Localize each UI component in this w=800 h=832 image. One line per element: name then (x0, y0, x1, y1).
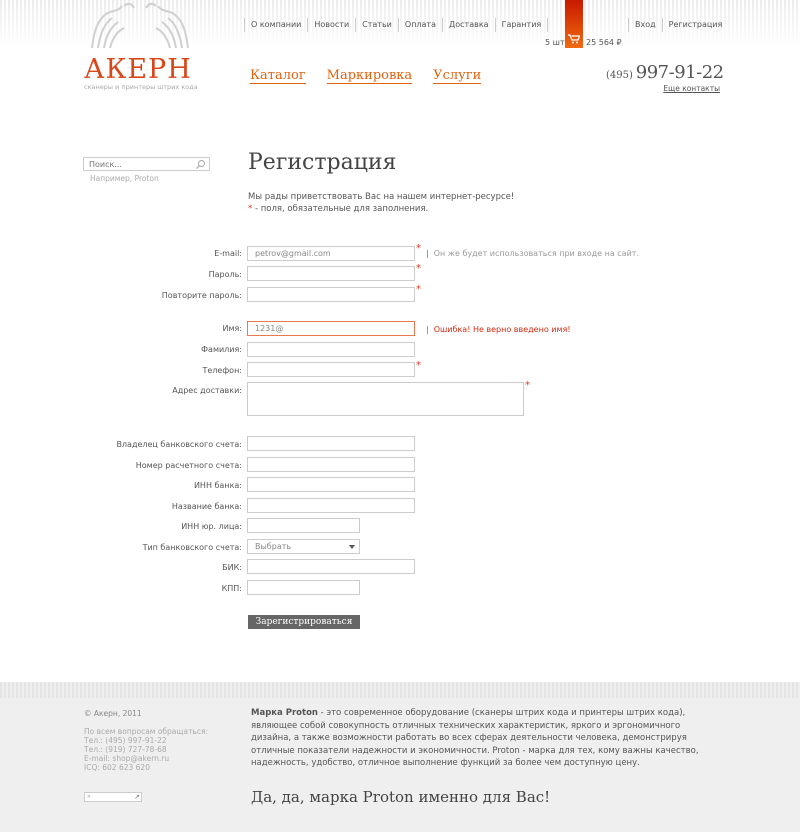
bik-input[interactable] (247, 559, 415, 574)
bank-name-label: Название банка: (171, 502, 242, 511)
cart-button[interactable] (565, 0, 583, 48)
bank-inn-label: ИНН банка: (193, 481, 242, 490)
zebra-logo-image (84, 0, 196, 48)
header-phone (606, 62, 724, 83)
address-required-mark: * (525, 380, 530, 391)
contacts-icq: ICQ: 602 623 620 (84, 763, 150, 772)
footer-description-text: - это современное оборудование (сканеры штрих кода и принтеры штрих кода), являющее собой совокупность отличных технических характеристик, яркого и эргономичного дизайна, а также возможности работать во всех сферах деятельности человека, демонстрируя отличные показатели надежности и экономичности. Proton - марка для тех, кому важны качество, надежность, удобство, отличное выполнение функций за более чем доступную цену. (251, 708, 699, 768)
email-required-mark: * (416, 243, 421, 254)
password-input[interactable] (247, 266, 415, 281)
search-icon[interactable] (195, 159, 206, 170)
footer-select-value: » (87, 793, 91, 800)
required-note: * - поля, обязательные для заполнения. (248, 204, 429, 214)
password-required-mark: * (416, 263, 421, 274)
legal-inn-input[interactable] (247, 518, 360, 533)
account-type-value: Выбрать (255, 542, 292, 551)
phone-code: (495) (606, 70, 633, 81)
arrow-icon: ↗ (134, 793, 140, 801)
main-navigation (250, 68, 481, 84)
footer-description (251, 707, 721, 770)
phone-label: Телефон: (202, 366, 242, 375)
cart-count: 5 шт (545, 38, 565, 47)
register-link[interactable]: Регистрация (662, 18, 729, 32)
account-number-input[interactable] (247, 457, 415, 472)
nav-articles[interactable]: Статьи (355, 18, 398, 32)
search-input[interactable] (84, 158, 192, 170)
contacts-phone-2: Тел.: (919) 727-78-68 (84, 745, 167, 754)
address-label: Адрес доставки: (172, 386, 242, 395)
logo-tagline: сканеры и принтеры штрих кода (84, 83, 198, 91)
footer-stripes (0, 682, 800, 698)
footer-copyright: © Акерн, 2011 (84, 709, 142, 718)
chevron-down-icon (349, 545, 355, 549)
nav-catalog[interactable]: Каталог (250, 68, 306, 83)
email-input[interactable] (247, 246, 415, 261)
page-title: Регистрация (248, 150, 397, 175)
legal-inn-label: ИНН юр. лица: (181, 522, 242, 531)
nav-delivery[interactable]: Доставка (442, 18, 495, 32)
password-repeat-required-mark: * (416, 284, 421, 295)
footer-slogan: Да, да, марка Proton именно для Вас! (251, 788, 551, 806)
top-navigation (244, 18, 548, 32)
nav-marking[interactable]: Маркировка (326, 68, 413, 83)
nav-news[interactable]: Новости (307, 18, 355, 32)
nav-services[interactable]: Услуги (433, 68, 482, 83)
password-label: Пароль: (208, 270, 242, 279)
bank-name-input[interactable] (247, 498, 415, 513)
site-logo[interactable] (84, 56, 200, 91)
footer-contacts (84, 727, 208, 772)
cart-sum: 25 564 ₽ (586, 38, 622, 47)
contacts-email: E-mail: shop@akern.ru (84, 754, 170, 763)
contacts-phone-1: Тел.: (495) 997-91-22 (84, 736, 167, 745)
bank-inn-input[interactable] (247, 477, 415, 492)
bik-label: БИК: (222, 563, 242, 572)
kpp-input[interactable] (247, 580, 360, 595)
kpp-label: КПП: (221, 584, 242, 593)
login-link[interactable]: Вход (628, 18, 662, 32)
password-repeat-label: Повторите пароль: (161, 291, 242, 300)
name-label: Имя: (222, 324, 242, 333)
footer-select[interactable] (84, 792, 142, 802)
bank-owner-label: Владелец банковского счета: (116, 440, 242, 449)
account-type-select[interactable] (247, 539, 360, 554)
surname-label: Фамилия: (201, 345, 242, 354)
nav-payment[interactable]: Оплата (398, 18, 442, 32)
auth-navigation (628, 18, 728, 32)
nav-warranty[interactable]: Гарантия (495, 18, 549, 32)
search-hint: Например, Proton (90, 174, 159, 183)
password-repeat-input[interactable] (247, 287, 415, 302)
intro-text: Мы рады приветствовать Вас на нашем интернет-ресурсе! (248, 192, 515, 202)
surname-input[interactable] (247, 342, 415, 357)
footer-brand: Марка Proton (251, 708, 318, 718)
address-textarea[interactable] (247, 382, 524, 416)
register-button[interactable]: Зарегистрироваться (248, 615, 360, 629)
email-label: E-mail: (214, 249, 242, 258)
account-number-label: Номер расчетного счета: (135, 461, 242, 470)
account-type-label: Тип банковского счета: (142, 543, 242, 552)
more-contacts-link[interactable]: Еще контакты (663, 84, 720, 93)
contacts-title: По всем вопросам обращаться: (84, 727, 209, 736)
email-hint: | Он же будет использоваться при входе на сайт. (426, 249, 639, 258)
name-input[interactable] (247, 321, 415, 336)
phone-required-mark: * (416, 360, 421, 371)
search-box (83, 157, 210, 171)
cart-icon (567, 34, 581, 45)
bank-owner-input[interactable] (247, 436, 415, 451)
phone-input[interactable] (247, 362, 415, 377)
logo-name: АКЕРН (84, 54, 192, 85)
phone-number: 997-91-22 (635, 62, 724, 83)
name-error: | Ошибка! Не верно введено имя! (426, 325, 571, 334)
nav-about[interactable]: О компании (244, 18, 307, 32)
